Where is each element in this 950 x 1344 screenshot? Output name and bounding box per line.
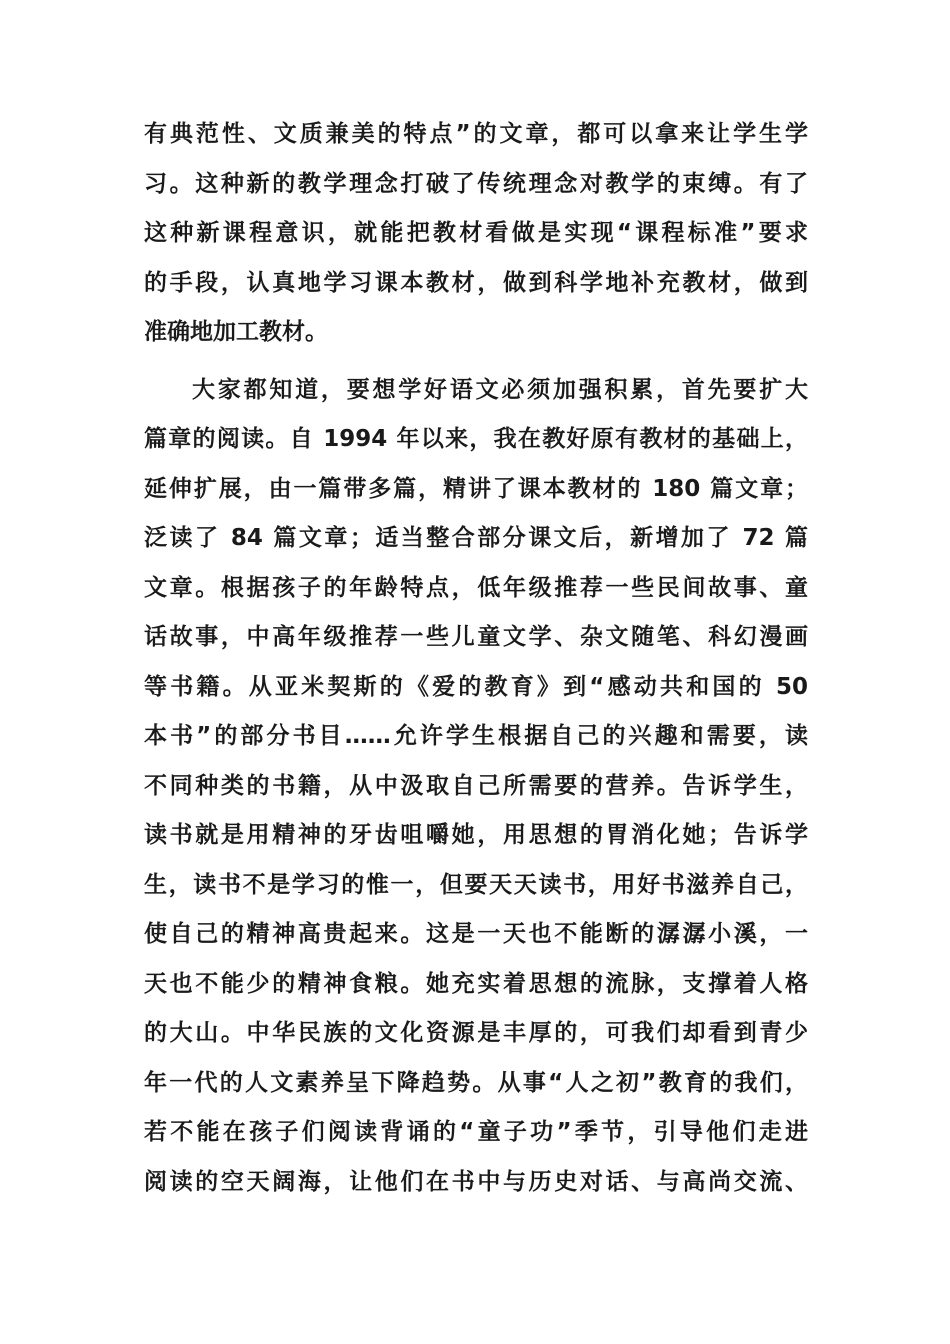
body-text	[144, 110, 808, 1207]
paragraph-2	[144, 366, 808, 1208]
text-line: 等书籍。从亚米契斯的《爱的教育》到“感动共和国的 50	[144, 673, 808, 700]
text-line: 若不能在孩子们阅读背诵的“童子功”季节，引导他们走进	[144, 1119, 808, 1145]
text-line: 的手段，认真地学习课本教材，做到科学地补充教材，做到	[144, 269, 808, 296]
paragraph-spacing	[144, 358, 808, 366]
text-line: 读书就是用精神的牙齿咀嚼她，用思想的胃消化她；告诉学	[144, 822, 808, 848]
text-line: 生，读书不是学习的惟一，但要天天读书，用好书滋养自己，	[144, 871, 808, 898]
text-line: 准确地加工教材。	[144, 319, 328, 345]
text-line: 篇章的阅读。自 1994 年以来，我在教好原有教材的基础上，	[144, 426, 808, 452]
text-line: 话故事，中高年级推荐一些儿童文学、杂文随笔、科幻漫画	[144, 624, 808, 650]
text-line: 这种新课程意识，就能把教材看做是实现“课程标准”要求	[144, 220, 808, 246]
text-line: 延伸扩展，由一篇带多篇，精讲了课本教材的 180 篇文章；	[144, 475, 808, 502]
text-line: 的大山。中华民族的文化资源是丰厚的，可我们却看到青少	[144, 1020, 808, 1046]
text-line: 本书”的部分书目……允许学生根据自己的兴趣和需要，读	[144, 723, 808, 749]
text-line: 大家都知道，要想学好语文必须加强积累，首先要扩大	[192, 376, 808, 403]
text-line: 文章。根据孩子的年龄特点，低年级推荐一些民间故事、童	[144, 574, 808, 601]
text-line: 使自己的精神高贵起来。这是一天也不能断的潺潺小溪，一	[144, 921, 808, 947]
text-line: 不同种类的书籍，从中汲取自己所需要的营养。告诉学生，	[144, 772, 808, 799]
text-line: 年一代的人文素养呈下降趋势。从事“人之初”教育的我们，	[144, 1069, 808, 1096]
text-line: 泛读了 84 篇文章；适当整合部分课文后，新增加了 72 篇	[144, 525, 808, 551]
paragraph-1	[144, 110, 808, 358]
text-line: 有典范性、文质兼美的特点”的文章，都可以拿来让学生学	[144, 121, 808, 147]
text-line: 习。这种新的教学理念打破了传统理念对教学的束缚。有了	[144, 170, 808, 197]
text-line: 阅读的空天阔海，让他们在书中与历史对话、与高尚交流、	[144, 1168, 808, 1195]
text-line: 天也不能少的精神食粮。她充实着思想的流脉，支撑着人格	[144, 970, 808, 997]
